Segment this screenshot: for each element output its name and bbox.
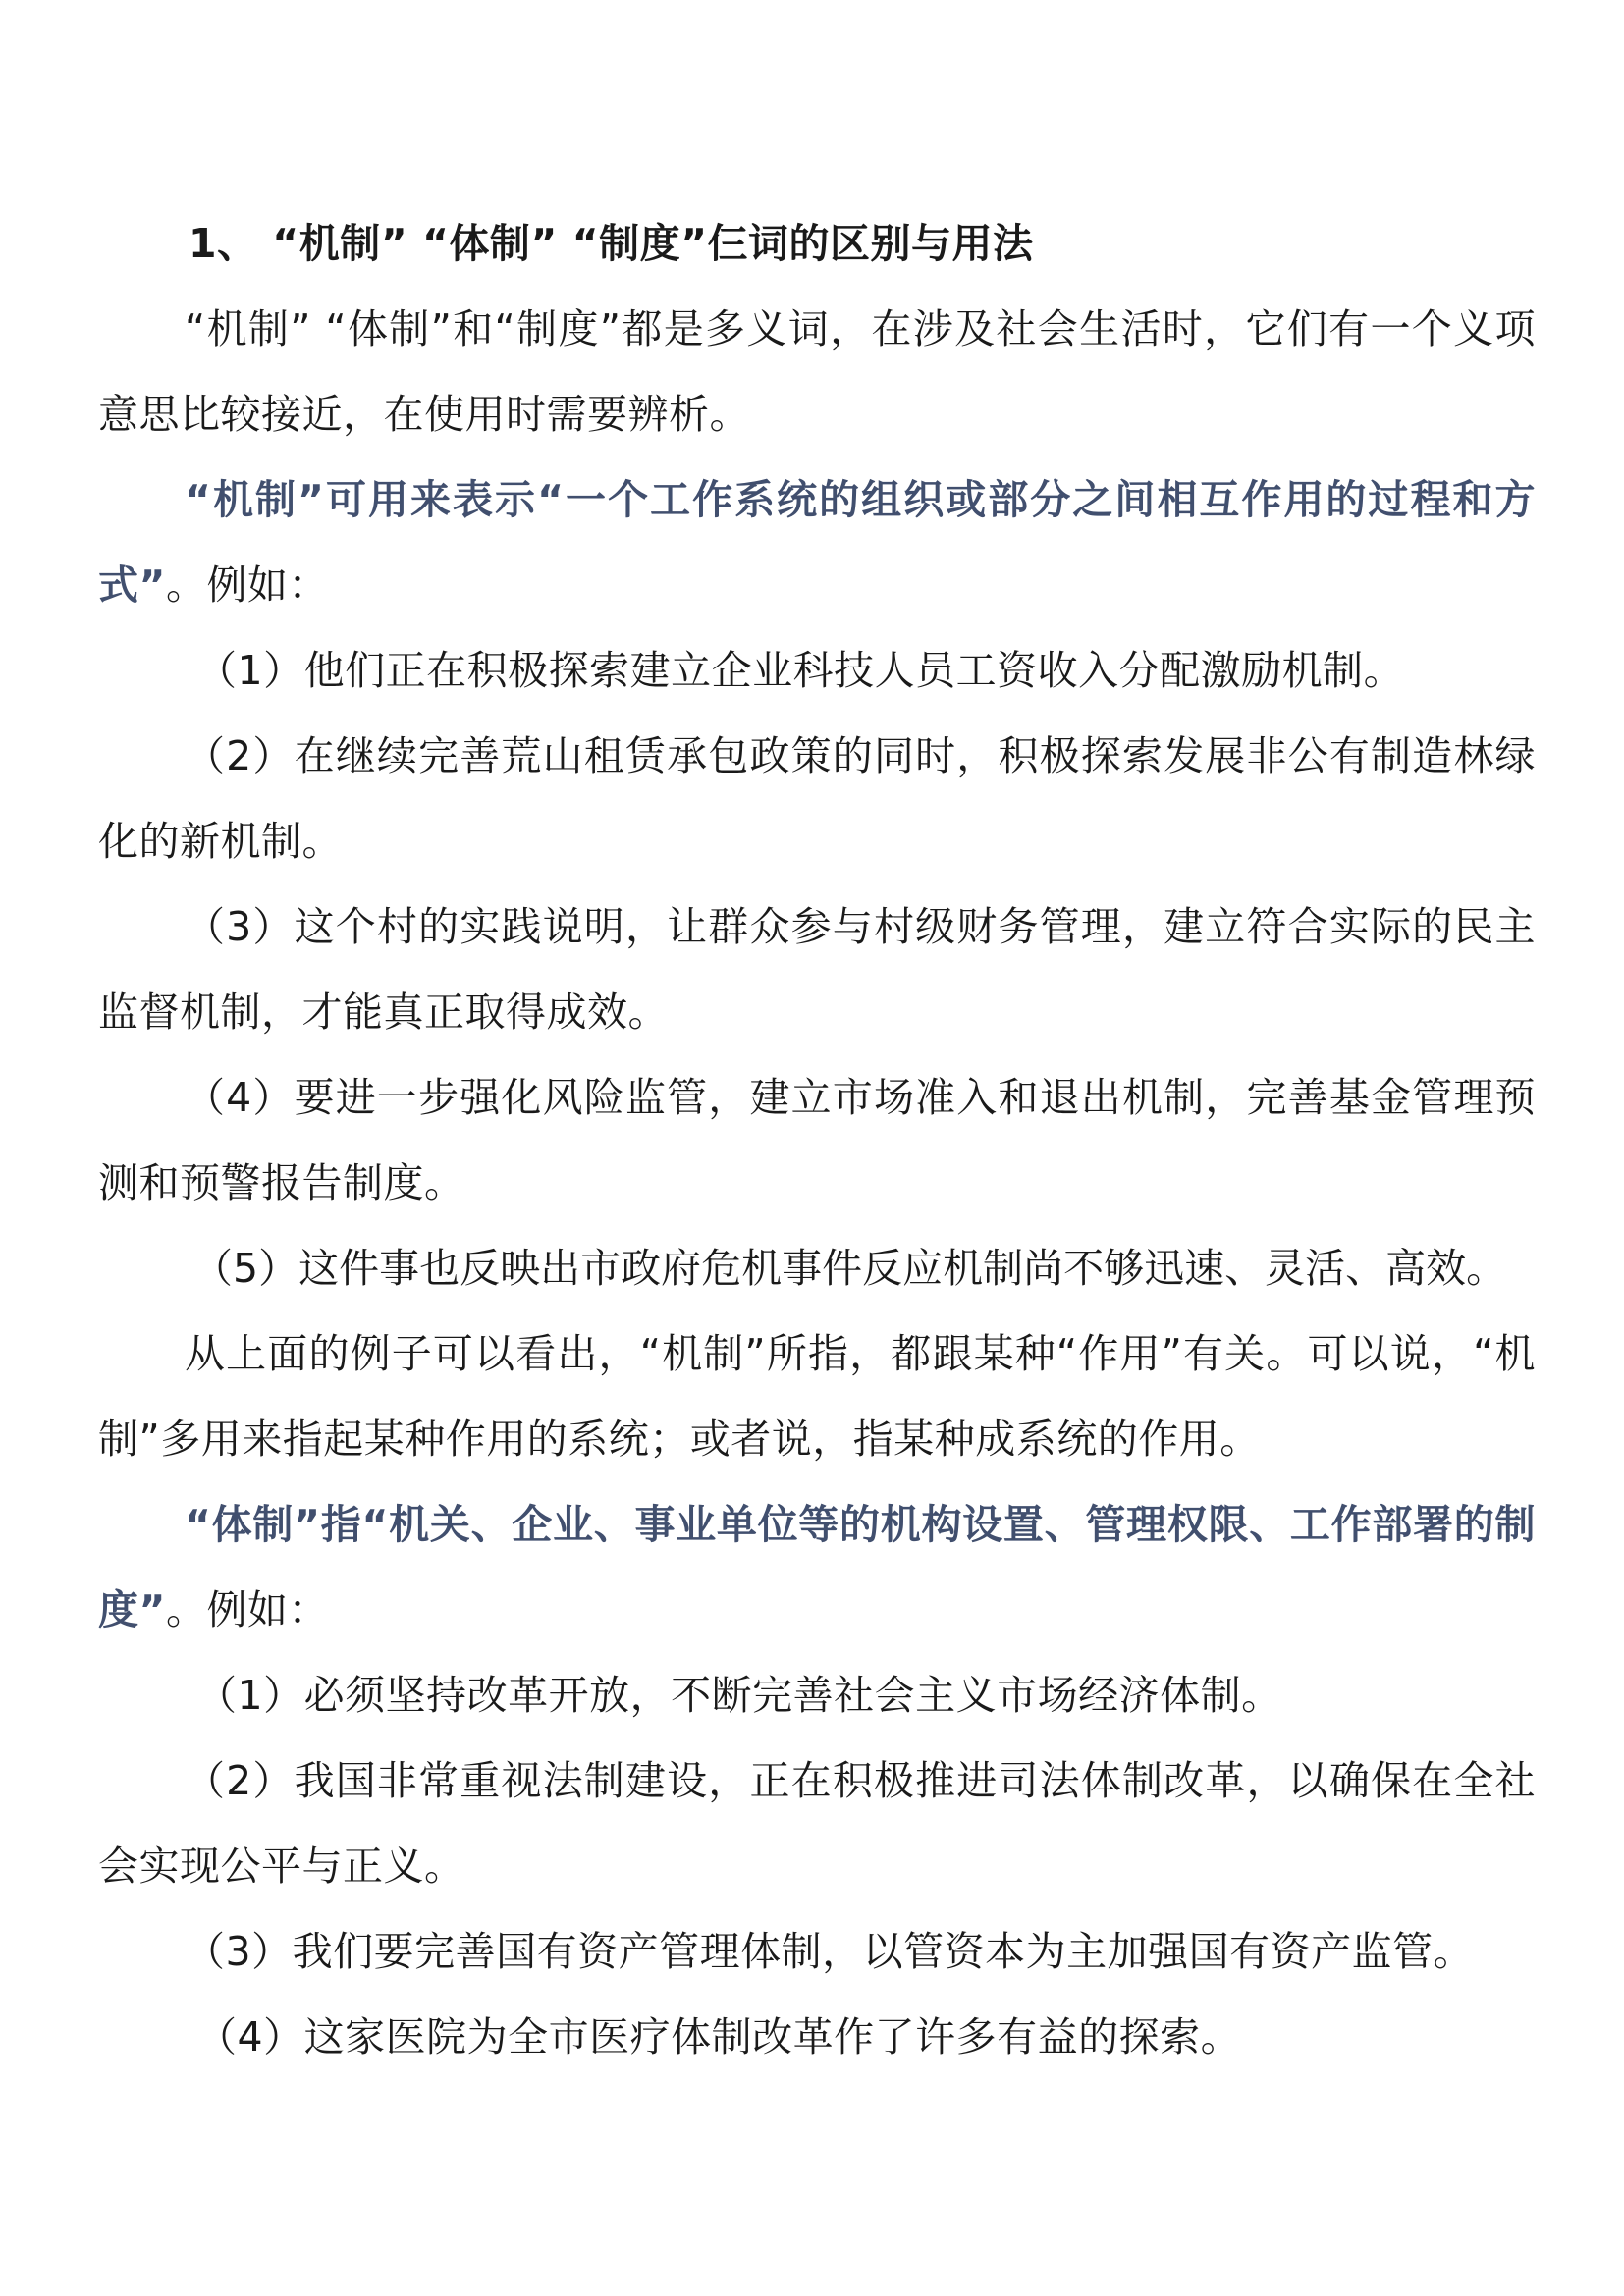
jizhi-example-4: （4）要进一步强化风险监管，建立市场准入和退出机制，完善基金管理预测和预警报告制度。 — [98, 1074, 1536, 1206]
tizhi-example-3: （3）我们要完善国有资产管理体制，以管资本为主加强国有资产监管。 — [185, 1928, 1475, 1975]
jizhi-definition: “机制”可用来表示“一个工作系统的组织或部分之间相互作用的过程和方式” — [98, 476, 1536, 609]
tizhi-definition-paragraph — [98, 1482, 1536, 1653]
jizhi-example-2: （2）在继续完善荒山租赁承包政策的同时，积极探索发展非公有制造林绿化的新机制。 — [98, 732, 1536, 865]
jizhi-example-3: （3）这个村的实践说明，让群众参与村级财务管理，建立符合实际的民主监督机制，才能真正取得成效。 — [98, 903, 1536, 1036]
tizhi-example-4: （4）这家医院为全市医疗体制改革作了许多有益的探索。 — [196, 2013, 1242, 2060]
tizhi-example-1: （1）必须坚持改革开放，不断完善社会主义市场经济体制。 — [196, 1672, 1282, 1719]
tizhi-lead: 。例如： — [165, 1586, 329, 1633]
jizhi-example-5: （5）这件事也反映出市政府危机事件反应机制尚不够迅速、灵活、高效。 — [192, 1245, 1507, 1292]
document-page — [98, 201, 1536, 2080]
jizhi-summary: 从上面的例子可以看出，“机制”所指，都跟某种“作用”有关。可以说，“机制”多用来指起某种作用的系统；或者说，指某种成系统的作用。 — [98, 1330, 1536, 1463]
intro-paragraph: “机制” “体制”和“制度”都是多义词，在涉及社会生活时，它们有一个义项意思比较接近，在使用时需要辨析。 — [98, 305, 1536, 438]
tizhi-definition: “体制”指“机关、企业、事业单位等的机构设置、管理权限、工作部署的制度” — [98, 1501, 1536, 1633]
tizhi-example-2: （2）我国非常重视法制建设，正在积极推进司法体制改革，以确保在全社会实现公平与正义。 — [98, 1757, 1536, 1890]
jizhi-definition-paragraph — [98, 457, 1536, 628]
section-heading: 1、 “机制” “体制” “制度”仨词的区别与用法 — [189, 220, 1034, 267]
jizhi-example-1: （1）他们正在积极探索建立企业科技人员工资收入分配激励机制。 — [196, 647, 1405, 694]
jizhi-lead: 。例如： — [165, 561, 329, 609]
